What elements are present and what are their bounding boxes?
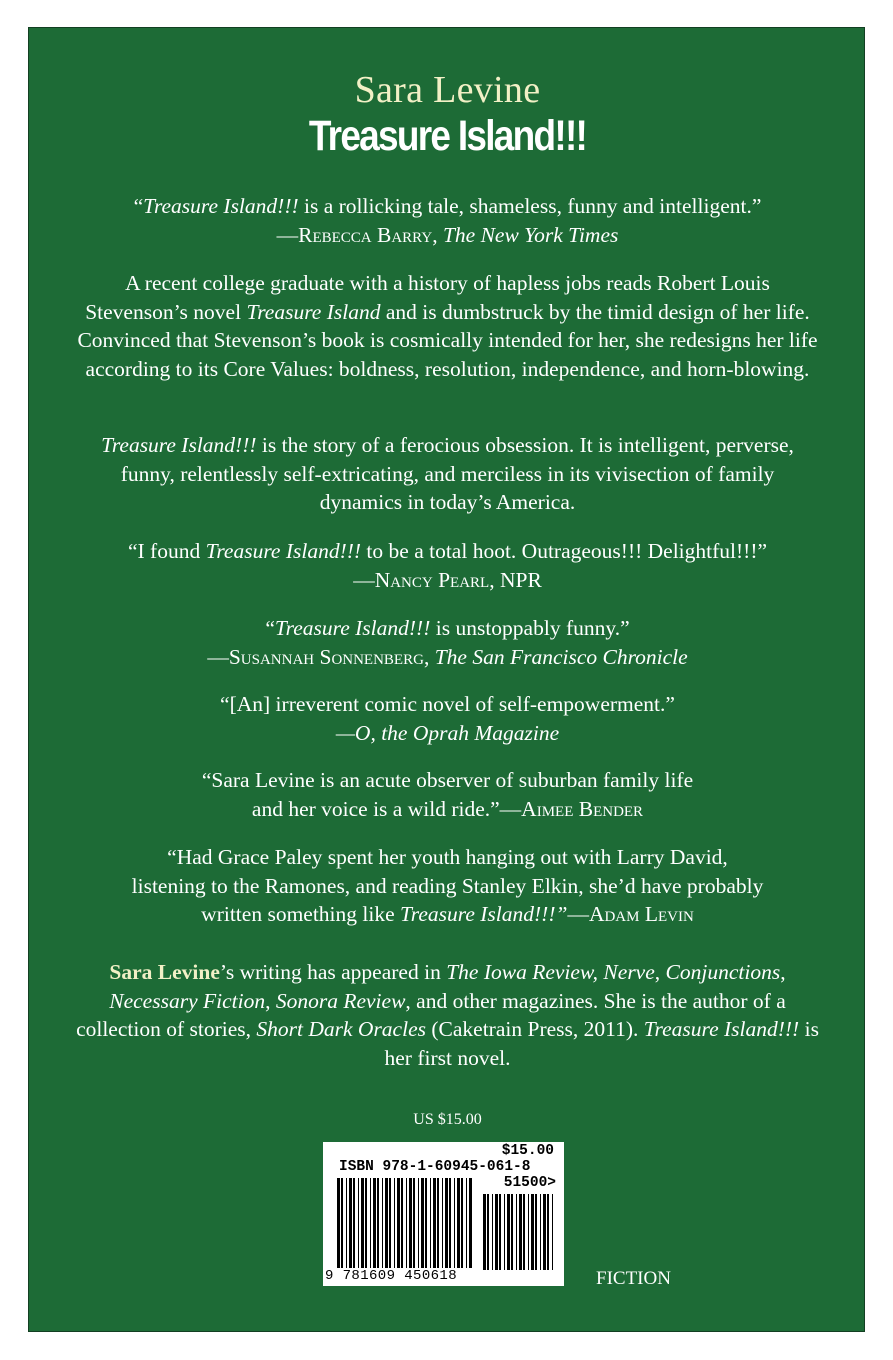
back-cover (28, 27, 865, 1332)
isbn-number: ISBN 978-1-60945-061-8 (339, 1159, 531, 1175)
review-quote-levin: “Had Grace Paley spent her youth hanging out with Larry David, listening to the Ramones, and reading Stanley Elkin, she’d have probably written something like Treasure Island!!!”—Adam Levin (131, 845, 764, 926)
author-name: Sara Levine (354, 69, 541, 111)
book-title: Treasure Island!!! (308, 112, 587, 160)
synopsis-paragraph-2: Treasure Island!!! is the story of a ferocious obsession. It is intelligent, perverse, funny, relentlessly self-extricating, and merciless in its vivisection of family dynamics in today’s America. (101, 433, 794, 514)
bio-author-name: Sara Levine (109, 960, 220, 984)
review-quote-bender: “Sara Levine is an acute observer of suburban family life and her voice is a wild ride.”—Aimee Bender (201, 768, 694, 821)
barcode-bars-addon (483, 1194, 557, 1270)
review-quote-oprah: “[An] irreverent comic novel of self-empowerment.” —O, the Oprah Magazine (220, 692, 675, 745)
review-quote-pearl: “I found Treasure Island!!! to be a total hoot. Outrageous!!! Delightful!!!” —Nancy Pearl, NPR (127, 539, 768, 592)
quote-attribution: Adam Levin (588, 902, 694, 926)
quote-attribution: Susannah Sonnenberg (228, 644, 424, 669)
isbn-barcode (323, 1142, 564, 1286)
barcode-price: $15.00 (501, 1143, 554, 1159)
quote-attribution: Aimee Bender (521, 796, 644, 821)
barcode-bars-main (337, 1178, 473, 1268)
author-bio: Sara Levine’s writing has appeared in The Iowa Review, Nerve, Conjunctions, Necessary Fiction, Sonora Review, and other magazines. She is the author of a collection of stories, Short Dark Oracles (Caketrain Press, 2011). Treasure Island!!! is her first novel. (76, 960, 819, 1070)
cover-price: US $15.00 (413, 1111, 482, 1128)
synopsis-paragraph-1: A recent college graduate with a history of hapless jobs reads Robert Louis Stevenson’s novel Treasure Island and is dumbstruck by the timid design of her life. Convinced that Stevenson’s book is cosmically intended for her, she redesigns her life according to its Core Values: boldness, resolution, independence, and horn-blowing. (77, 271, 818, 381)
quote-attribution: Nancy Pearl (374, 567, 490, 592)
genre-label: FICTION (596, 1268, 671, 1289)
price-addon-code: 51500> (503, 1175, 556, 1191)
review-quote-barry: “Treasure Island!!! is a rollicking tale, shameless, funny and intelligent.” —Rebecca Barry, The New York Times (133, 194, 762, 247)
barcode-digits: 9 781609 450618 (325, 1268, 458, 1284)
quote-attribution: —O, the Oprah Magazine (335, 720, 560, 745)
quote-attribution: Rebecca Barry (298, 222, 433, 247)
review-quote-sonnenberg: “Treasure Island!!! is unstoppably funny.” —Susannah Sonnenberg, The San Francisco Chronicle (207, 616, 688, 669)
